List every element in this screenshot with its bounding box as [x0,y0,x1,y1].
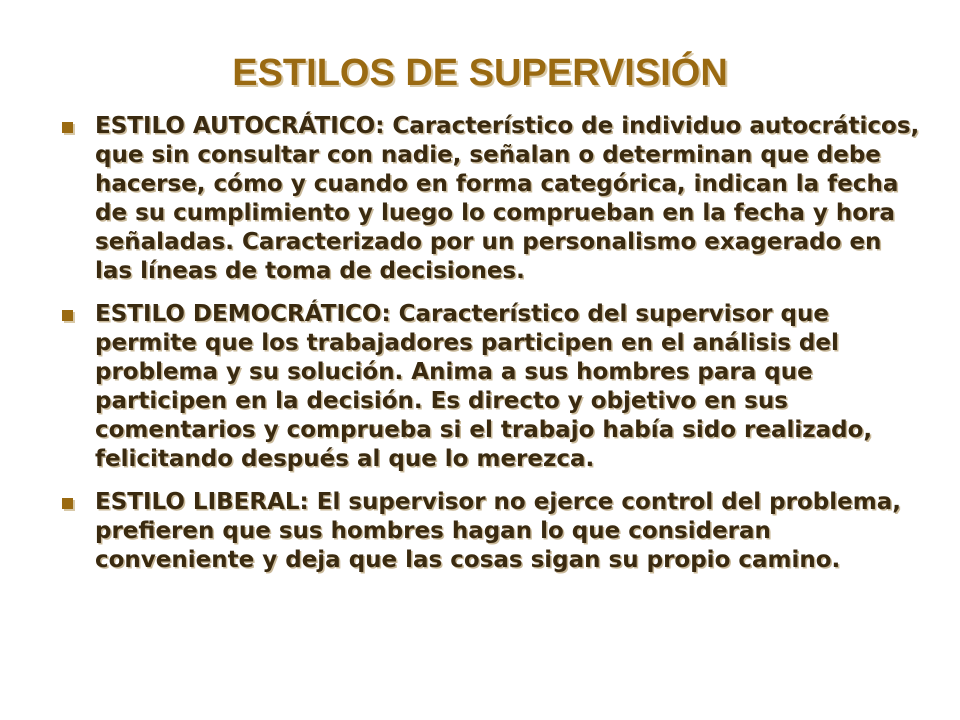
item-term: ESTILO LIBERAL [95,489,300,515]
item-term: ESTILO AUTOCRÁTICO [95,113,376,139]
list-item-autocratic [62,112,922,286]
square-bullet-icon [62,122,73,133]
square-bullet-icon [62,310,73,321]
list-item-democratic [62,300,922,474]
slide-title: ESTILOS DE SUPERVISIÓN [232,52,728,94]
item-description: : Característico del supervisor que permite que los trabajadores participen en el análisis del problema y su solución. Anima a sus hombres para que participen en la decisión. Es directo y objetivo en sus comentarios y comprueba si el trabajo había sido realizado, felicitando después al que lo merezca. [95,301,873,472]
square-bullet-icon [62,498,73,509]
supervision-styles-list [62,112,922,589]
list-item-liberal [62,488,922,575]
item-description: : Característico de individuo autocráticos, que sin consultar con nadie, señalan o determinan que debe hacerse, cómo y cuando en forma categórica, indican la fecha de su cumplimiento y luego lo comprueban en la fecha y hora señaladas. Caracterizado por un personalismo exagerado en las líneas de toma de decisiones. [95,113,920,284]
item-term: ESTILO DEMOCRÁTICO [95,301,382,327]
item-description: : El supervisor no ejerce control del problema, prefieren que sus hombres hagan lo que consideran conveniente y deja que las cosas sigan su propio camino. [95,489,901,573]
